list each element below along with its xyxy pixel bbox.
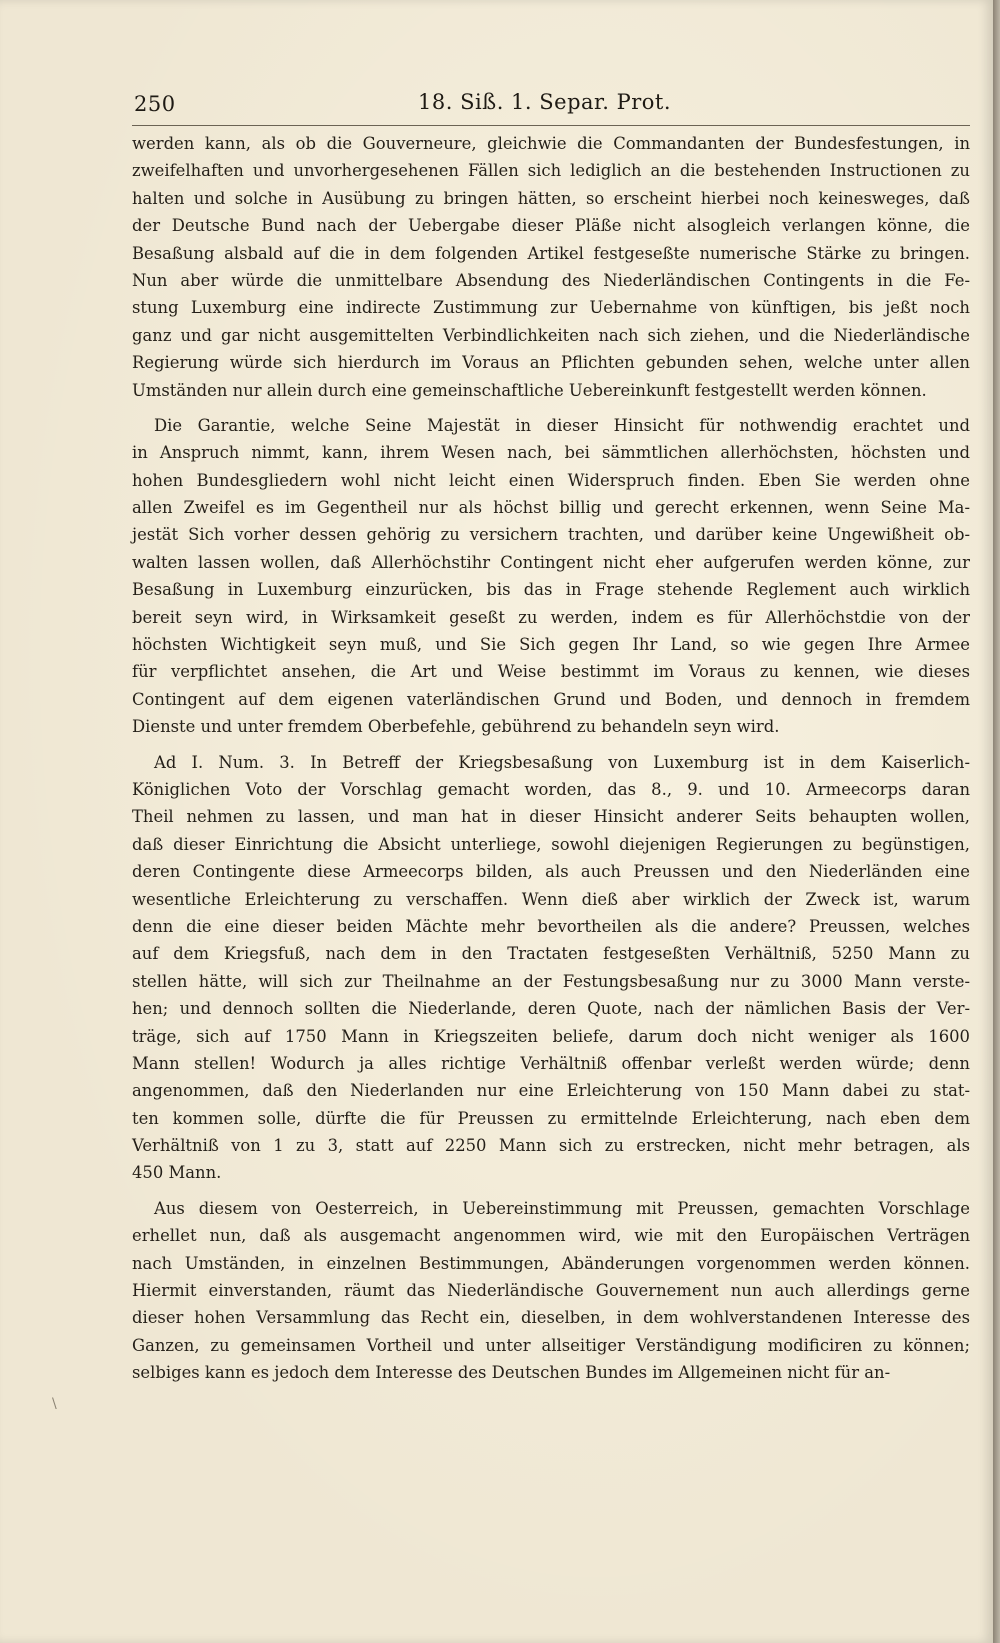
text-line: Königlichen Voto der Vorschlag gemacht worden, das 8., 9. und 10. Armeecorps daran (132, 779, 970, 799)
text-line: bereit seyn wird, in Wirksamkeit geseßt zu werden, indem es für Allerhöchstdie von der (132, 607, 970, 627)
header-rule (132, 125, 970, 126)
text-line: dieser hohen Versammlung das Recht ein, dieselben, in dem wohlverstandenen Interesse des (132, 1308, 970, 1328)
paragraph-gap (132, 1187, 970, 1195)
text-line: Aus diesem von Oesterreich, in Uebereinstimmung mit Preussen, gemachten Vorschlage (154, 1198, 970, 1218)
text-line: jestät Sich vorher dessen gehörig zu versichern trachten, und darüber keine Ungewißheit ob- (132, 525, 970, 545)
text-line: werden kann, als ob die Gouverneure, gleichwie die Commandanten der Bundesfestungen, in (132, 134, 970, 153)
text-line: Besaßung in Luxemburg einzurücken, bis das in Frage stehende Reglement auch wirklich (132, 580, 970, 600)
paragraph-gap (132, 404, 970, 412)
text-line: auf dem Kriegsfuß, nach dem in den Tractaten festgeseßten Verhältniß, 5250 Mann zu (132, 944, 970, 964)
text-line: ganz und gar nicht ausgemittelten Verbindlichkeiten nach sich ziehen, und die Niederländische (132, 325, 970, 345)
text-line: träge, sich auf 1750 Mann in Kriegszeiten beliefe, darum doch nicht weniger als 1600 (132, 1026, 970, 1046)
text-line: deren Contingente diese Armeecorps bilden, als auch Preussen und den Niederländen eine (132, 862, 970, 882)
text-line: selbiges kann es jedoch dem Interesse des Deutschen Bundes im Allgemeinen nicht für an- (132, 1363, 891, 1383)
text-line: Regierung würde sich hierdurch im Voraus an Pflichten gebunden sehen, welche unter allen (132, 353, 970, 373)
text-line: 450 Mann. (132, 1163, 222, 1183)
text-line: Die Garantie, welche Seine Majestät in dieser Hinsicht für nothwendig erachtet und (154, 415, 970, 435)
book-binding-edge (993, 0, 1000, 1643)
text-line: zweifelhaften und unvorhergesehenen Fällen sich lediglich an die bestehenden Instructionen zu (132, 161, 970, 181)
running-title: 18. Siß. 1. Separ. Prot. (418, 90, 672, 114)
text-line: Nun aber würde die unmittelbare Absendung des Niederländischen Contingents in die Fe- (132, 270, 970, 290)
text-line: Mann stellen! Wodurch ja alles richtige Verhältniß offenbar verleßt werden würde; denn (132, 1053, 970, 1073)
text-line: Dienste und unter fremdem Oberbefehle, gebührend zu behandeln seyn wird. (132, 717, 780, 737)
text-line: walten lassen wollen, daß Allerhöchstihr Contingent nicht eher aufgerufen werden könne, zur (132, 552, 970, 572)
text-line: angenommen, daß den Niederlanden nur eine Erleichterung von 150 Mann dabei zu stat- (132, 1081, 970, 1101)
paragraph-gap (132, 741, 970, 749)
text-line: Ganzen, zu gemeinsamen Vortheil und unter allseitiger Verständigung modificiren zu können; (132, 1335, 970, 1355)
text-line: Ad I. Num. 3. In Betreff der Kriegsbesaßung von Luxemburg ist in dem Kaiserlich- (154, 752, 970, 772)
text-line: nach Umständen, in einzelnen Bestimmungen, Abänderungen vorgenommen werden können. (132, 1253, 970, 1273)
text-line: allen Zweifel es im Gegentheil nur als höchst billig und gerecht erkennen, wenn Seine Ma- (132, 498, 970, 518)
page-body (132, 130, 970, 1387)
text-line: in Anspruch nimmt, kann, ihrem Wesen nach, bei sämmtlichen allerhöchsten, höchsten und (132, 443, 970, 463)
paragraph (132, 412, 970, 741)
paragraph (132, 1195, 970, 1387)
page-number: 250 (134, 92, 176, 116)
text-line: hohen Bundesgliedern wohl nicht leicht einen Widerspruch finden. Eben Sie werden ohne (132, 470, 970, 490)
text-line: stung Luxemburg eine indirecte Zustimmung zur Uebernahme von künftigen, bis jeßt noch (132, 298, 970, 318)
text-line: Contingent auf dem eigenen vaterländischen Grund und Boden, und dennoch in fremdem (132, 689, 970, 709)
text-line: der Deutsche Bund nach der Uebergabe dieser Pläße nicht alsogleich verlangen könne, die (132, 216, 970, 236)
text-line: stellen hätte, will sich zur Theilnahme an der Festungsbesaßung nur zu 3000 Mann verste- (132, 971, 970, 991)
text-line: erhellet nun, daß als ausgemacht angenommen wird, wie mit den Europäischen Verträgen (132, 1226, 970, 1246)
page-header (132, 88, 972, 118)
text-line: Besaßung alsbald auf die in dem folgenden Artikel festgeseßte numerische Stärke zu bringen. (132, 243, 970, 263)
text-line: Umständen nur allein durch eine gemeinschaftliche Uebereinkunft festgestellt werden können. (132, 380, 927, 400)
text-line: Theil nehmen zu lassen, und man hat in dieser Hinsicht anderer Seits behaupten wollen, (132, 807, 970, 827)
text-line: daß dieser Einrichtung die Absicht unterliege, sowohl diejenigen Regierungen zu begünstigen, (132, 834, 970, 854)
text-line: denn die eine dieser beiden Mächte mehr bevortheilen als die andere? Preussen, welches (132, 916, 970, 936)
text-line: halten und solche in Ausübung zu bringen hätten, so erscheint hierbei noch keinesweges, daß (132, 188, 970, 208)
text-line: hen; und dennoch sollten die Niederlande, deren Quote, nach der nämlichen Basis der Ver- (132, 999, 970, 1019)
text-line: für verpflichtet ansehen, die Art und Weise bestimmt im Voraus zu kennen, wie dieses (132, 662, 970, 682)
text-line: Hiermit einverstanden, räumt das Niederländische Gouvernement nun auch allerdings gerne (132, 1281, 970, 1301)
text-line: wesentliche Erleichterung zu verschaffen. Wenn dieß aber wirklich der Zweck ist, warum (132, 889, 970, 909)
text-line: Verhältniß von 1 zu 3, statt auf 2250 Mann sich zu erstrecken, nicht mehr betragen, als (132, 1136, 970, 1156)
paragraph (132, 130, 970, 404)
text-line: ten kommen solle, dürfte die für Preussen zu ermittelnde Erleichterung, nach eben dem (132, 1108, 970, 1128)
paragraph (132, 749, 970, 1187)
margin-mark: \ (52, 1396, 57, 1412)
text-line: höchsten Wichtigkeit seyn muß, und Sie Sich gegen Ihr Land, so wie gegen Ihre Armee (132, 635, 970, 655)
